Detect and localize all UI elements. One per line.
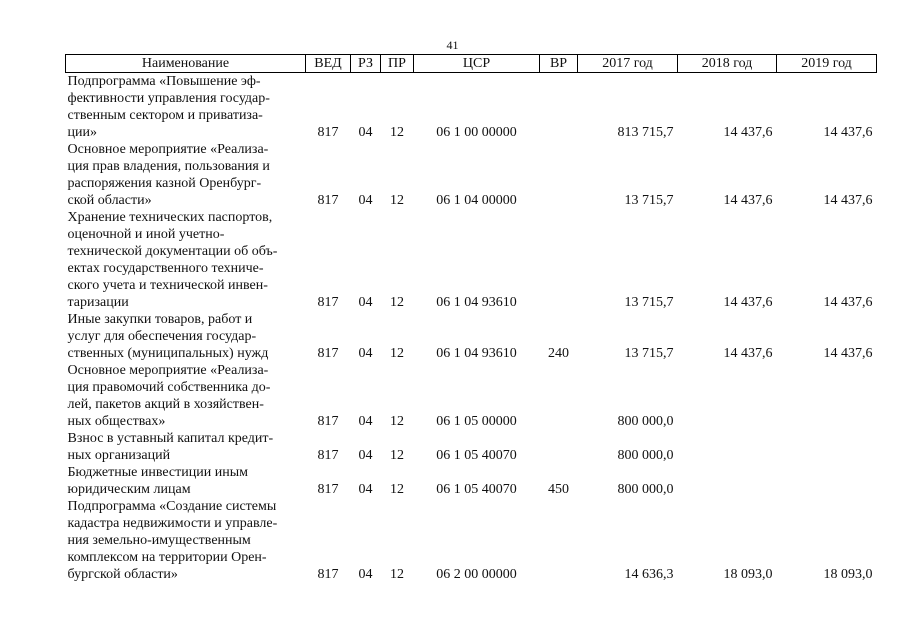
cell-rz: 04 [358,567,373,582]
name-line: ния земельно-имущественным [67,533,251,548]
budget-table [65,54,877,583]
name-line: ция прав владения, пользования и [67,159,270,174]
cell-2017: 13 715,7 [624,346,674,361]
cell-ved: 817 [317,448,339,463]
cell-rz: 04 [358,414,373,429]
cell-vr [540,73,578,142]
cell-name [66,430,306,464]
cell-ved: 817 [317,193,339,208]
cell-2019 [777,362,877,430]
cell-rz: 04 [358,295,373,310]
cell-2017: 800 000,0 [617,448,674,463]
header-pr: ПР [381,55,414,73]
cell-ved: 817 [317,125,339,140]
name-line: юридическим лицам [67,482,191,497]
table-row [66,464,877,498]
page-number: 41 [446,38,459,52]
name-line: комплексом на территории Орен- [67,550,267,565]
header-ved: ВЕД [306,55,351,73]
cell-csr: 06 1 04 93610 [436,346,517,361]
name-line: ектах государственного техниче- [67,261,264,276]
cell-2019: 18 093,0 [823,567,873,582]
name-line: ных организаций [67,448,171,463]
name-line: Иные закупки товаров, работ и [67,312,253,327]
cell-vr [540,209,578,311]
table-row [66,73,877,142]
cell-vr [540,141,578,209]
cell-vr [540,430,578,464]
cell-vr [540,362,578,430]
name-line: бургской области» [67,567,178,582]
cell-pr: 12 [390,295,404,310]
name-line: ции» [67,125,97,140]
cell-2018: 14 437,6 [723,125,773,140]
cell-2019: 14 437,6 [823,125,873,140]
cell-2018: 14 437,6 [723,346,773,361]
name-line: ственным сектором и приватиза- [67,108,263,123]
name-line: ственных (муниципальных) нужд [67,346,269,361]
cell-csr: 06 1 05 40070 [436,448,517,463]
cell-name [66,73,306,142]
cell-rz: 04 [358,193,373,208]
cell-rz: 04 [358,125,373,140]
cell-csr: 06 2 00 00000 [436,567,517,582]
name-line: Взнос в уставный капитал кредит- [67,431,274,446]
name-line: оценочной и иной учетно- [67,227,225,242]
cell-name [66,311,306,362]
cell-csr: 06 1 05 40070 [436,482,517,497]
table-row [66,362,877,430]
header-rz: РЗ [351,55,381,73]
name-line: Основное мероприятие «Реализа- [67,363,269,378]
name-line: услуг для обеспечения государ- [67,329,257,344]
cell-ved: 817 [317,567,339,582]
table-row [66,209,877,311]
name-line: кадастра недвижимости и управле- [67,516,278,531]
table-row [66,311,877,362]
cell-pr: 12 [390,482,404,497]
cell-rz: 04 [358,346,373,361]
cell-csr: 06 1 00 00000 [436,125,517,140]
header-2019: 2019 год [777,55,877,73]
header-name: Наименование [66,55,306,73]
cell-csr: 06 1 04 93610 [436,295,517,310]
cell-pr: 12 [390,346,404,361]
name-line: технической документации об объ- [67,244,278,259]
cell-2019: 14 437,6 [823,346,873,361]
cell-pr: 12 [390,567,404,582]
cell-2017: 800 000,0 [617,414,674,429]
name-line: Подпрограмма «Повышение эф- [67,74,261,89]
name-line: ской области» [67,193,152,208]
cell-vr [540,498,578,583]
name-line: Подпрограмма «Создание системы [67,499,277,514]
cell-csr: 06 1 04 00000 [436,193,517,208]
cell-ved: 817 [317,414,339,429]
name-line: распоряжения казной Оренбург- [67,176,262,191]
name-line: ных обществах» [67,414,166,429]
name-line: Бюджетные инвестиции иным [67,465,248,480]
cell-name [66,362,306,430]
table-row [66,141,877,209]
header-vr: ВР [540,55,578,73]
header-2018: 2018 год [678,55,777,73]
cell-ved: 817 [317,346,339,361]
cell-ved: 817 [317,295,339,310]
cell-2019: 14 437,6 [823,193,873,208]
cell-2018 [678,430,777,464]
cell-name [66,141,306,209]
cell-pr: 12 [390,448,404,463]
cell-2019 [777,464,877,498]
cell-2017: 813 715,7 [617,125,674,140]
cell-vr: 450 [548,482,569,497]
name-line: Основное мероприятие «Реализа- [67,142,269,157]
cell-2019: 14 437,6 [823,295,873,310]
cell-name [66,464,306,498]
name-line: ского учета и технической инвен- [67,278,268,293]
cell-2018 [678,362,777,430]
cell-pr: 12 [390,414,404,429]
cell-2017: 800 000,0 [617,482,674,497]
table-row [66,430,877,464]
cell-2017: 13 715,7 [624,193,674,208]
cell-name [66,498,306,583]
table-header-row [66,55,877,73]
name-line: фективности управления государ- [67,91,270,106]
header-2017: 2017 год [578,55,678,73]
header-csr: ЦСР [414,55,540,73]
cell-2018 [678,464,777,498]
name-line: Хранение технических паспортов, [67,210,273,225]
cell-rz: 04 [358,448,373,463]
cell-name [66,209,306,311]
cell-2018: 18 093,0 [723,567,773,582]
cell-rz: 04 [358,482,373,497]
cell-2019 [777,430,877,464]
name-line: лей, пакетов акций в хозяйствен- [67,397,264,412]
cell-2017: 13 715,7 [624,295,674,310]
cell-pr: 12 [390,193,404,208]
cell-csr: 06 1 05 00000 [436,414,517,429]
table-body [66,73,877,584]
table-row [66,498,877,583]
cell-2018: 14 437,6 [723,193,773,208]
cell-ved: 817 [317,482,339,497]
cell-2018: 14 437,6 [723,295,773,310]
name-line: таризации [67,295,129,310]
name-line: ция правомочий собственника до- [67,380,271,395]
cell-vr: 240 [548,346,569,361]
cell-pr: 12 [390,125,404,140]
cell-2017: 14 636,3 [624,567,674,582]
